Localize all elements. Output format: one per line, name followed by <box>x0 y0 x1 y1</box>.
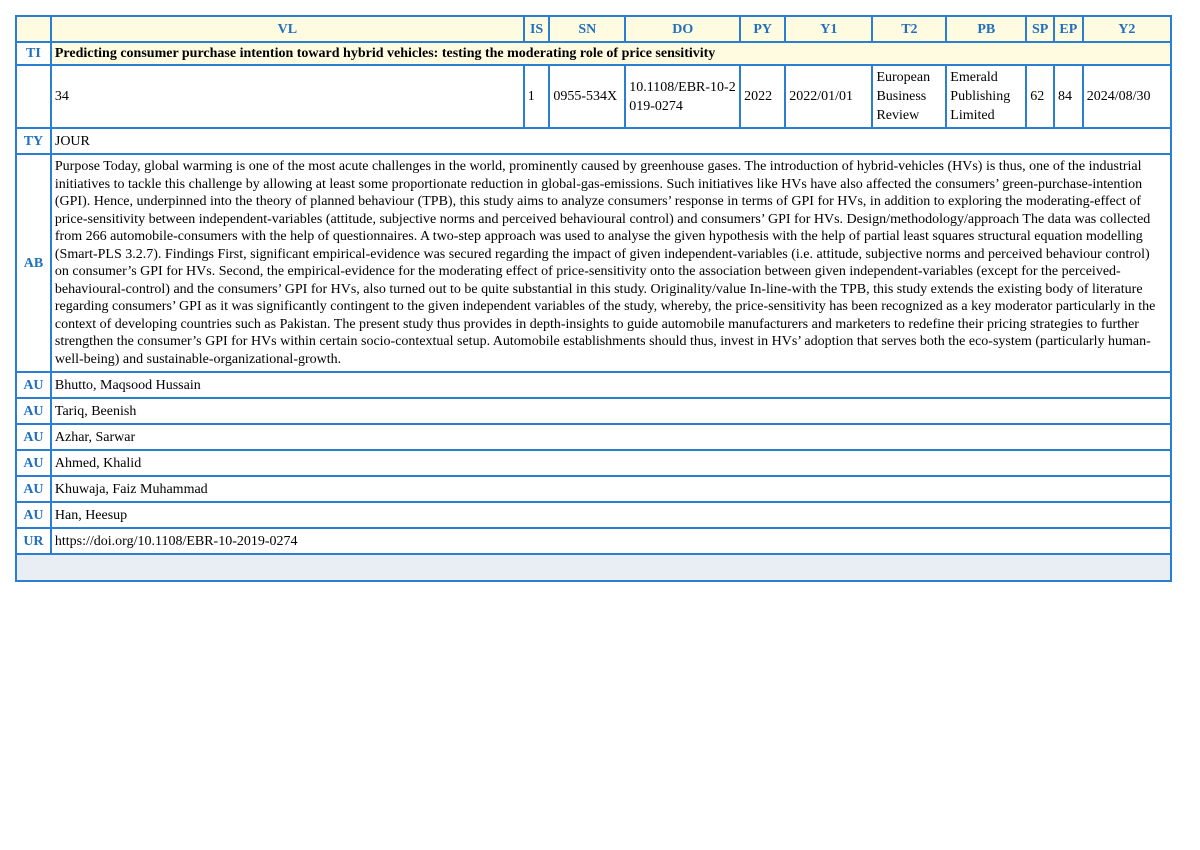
type-row <box>16 128 1171 154</box>
column-header-sn: SN <box>549 16 625 42</box>
author-row <box>16 372 1171 398</box>
value-py: 2022 <box>740 65 785 128</box>
title-value: Predicting consumer purchase intention toward hybrid vehicles: testing the moderating role of price sensitivity <box>51 42 1171 65</box>
column-header-ep: EP <box>1054 16 1083 42</box>
tag-ty: TY <box>16 128 51 154</box>
author-value: Azhar, Sarwar <box>51 424 1171 450</box>
value-is: 1 <box>524 65 550 128</box>
value-vl: 34 <box>51 65 524 128</box>
tag-ti: TI <box>16 42 51 65</box>
url-row <box>16 528 1171 554</box>
ris-record-table <box>15 15 1172 582</box>
title-row <box>16 42 1171 65</box>
column-header-py: PY <box>740 16 785 42</box>
tag-au: AU <box>16 476 51 502</box>
value-sn: 0955-534X <box>549 65 625 128</box>
column-header-y2: Y2 <box>1083 16 1171 42</box>
tag-au: AU <box>16 398 51 424</box>
tag-au: AU <box>16 502 51 528</box>
value-pb: Emerald Publishing Limited <box>946 65 1026 128</box>
author-value: Ahmed, Khalid <box>51 450 1171 476</box>
tag-empty <box>16 65 51 128</box>
column-header-row <box>16 16 1171 42</box>
url-value[interactable]: https://doi.org/10.1108/EBR-10-2019-0274 <box>51 528 1171 554</box>
author-row <box>16 502 1171 528</box>
author-value: Khuwaja, Faiz Muhammad <box>51 476 1171 502</box>
abstract-row <box>16 154 1171 372</box>
tag-au: AU <box>16 424 51 450</box>
tag-ur: UR <box>16 528 51 554</box>
type-value: JOUR <box>51 128 1171 154</box>
values-row <box>16 65 1171 128</box>
author-value: Han, Heesup <box>51 502 1171 528</box>
author-value: Tariq, Beenish <box>51 398 1171 424</box>
column-header-pb: PB <box>946 16 1026 42</box>
footer-row <box>16 554 1171 581</box>
value-do: 10.1108/EBR-10-2019-0274 <box>625 65 740 128</box>
author-row <box>16 450 1171 476</box>
tag-au: AU <box>16 372 51 398</box>
column-header-sp: SP <box>1026 16 1054 42</box>
abstract-value: Purpose Today, global warming is one of the most acute challenges in the world, prominently caused by greenhouse gases. The introduction of hybrid-vehicles (HVs) is thus, one of the industrial initiatives to tackle this challenge by allowing at least some proportionate reduction in global-gas-emissions. Such initiatives like HVs have also affected the consumers’ green-purchase-intention (GPI). Hence, underpinned into the theory of planned behaviour (TPB), this study aims to analyze consumers’ response in terms of GPI for HVs, in addition to exploring the moderating-effect of price-sensitivity between independent-variables (attitude, subjective norms and perceived behavioural control) and consumers’ GPI for HVs. Design/methodology/approach The data was collected from 266 automobile-consumers with the help of questionnaires. A two-step approach was used to analyse the given hypothesis with the help of partial least squares structural equation modelling (Smart-PLS 3.2.7). Findings First, significant empirical-evidence was secured regarding the impact of given independent-variables (i.e. attitude, subjective norms and perceived behaviour control) on consumer’s GPI for HVs. Second, the empirical-evidence for the moderating effect of price-sensitivity onto the association between given independent-variables (except for the perceived-behavioural-control) and the consumers’ GPI for HVs, also turned out to be quite substantial in this study. Originality/value In-line-with the TPB, this study extends the existing body of literature regarding consumers’ GPI as it was significantly contingent to the given independent variables of the study, whereby, the price-sensitivity has been recognized as a key moderator particularly in the context of developing countries such as Pakistan. The present study thus provides in depth-insights to guide automobile manufacturers and marketers to redefine their pricing strategies to further strengthen the consumer’s GPI for HVs within certain socio-contextual setup. Automobile establishments should thus, invest in HVs’ adoption that serves both the eco-system (particularly human-well-being) and sustainable-organizational-growth. <box>51 154 1171 372</box>
value-sp: 62 <box>1026 65 1054 128</box>
author-row <box>16 424 1171 450</box>
author-row <box>16 398 1171 424</box>
footer-cell <box>16 554 1171 581</box>
value-y1: 2022/01/01 <box>785 65 872 128</box>
column-header-do: DO <box>625 16 740 42</box>
column-header-vl: VL <box>51 16 524 42</box>
author-row <box>16 476 1171 502</box>
column-header-is: IS <box>524 16 550 42</box>
corner-cell <box>16 16 51 42</box>
author-value: Bhutto, Maqsood Hussain <box>51 372 1171 398</box>
tag-au: AU <box>16 450 51 476</box>
value-t2: European Business Review <box>872 65 946 128</box>
column-header-y1: Y1 <box>785 16 872 42</box>
value-y2: 2024/08/30 <box>1083 65 1171 128</box>
value-ep: 84 <box>1054 65 1083 128</box>
column-header-t2: T2 <box>872 16 946 42</box>
tag-ab: AB <box>16 154 51 372</box>
